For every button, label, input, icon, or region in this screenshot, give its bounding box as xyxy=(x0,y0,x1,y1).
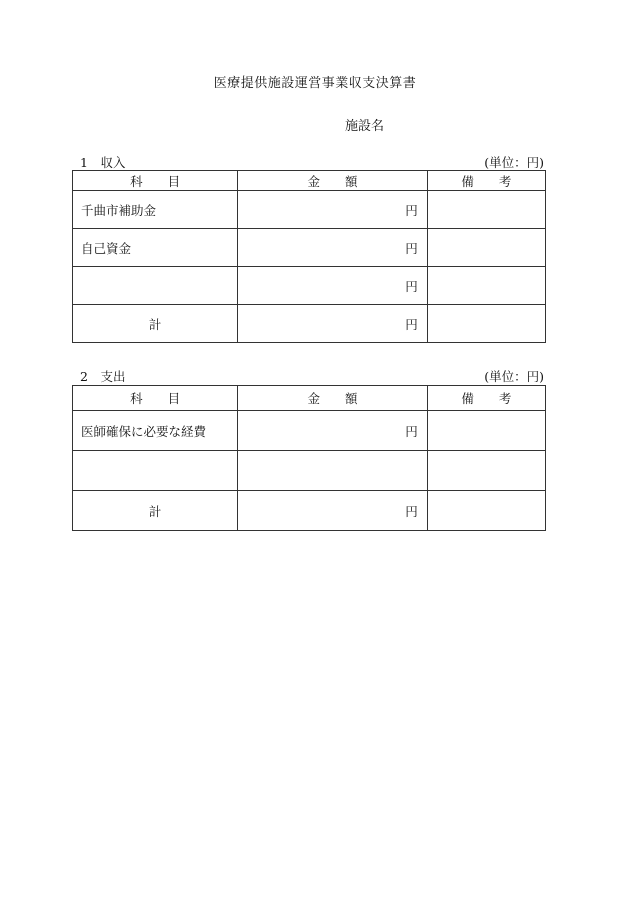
expense-amount-cell xyxy=(238,451,427,491)
income-remarks-cell xyxy=(427,191,545,229)
income-total-remarks xyxy=(427,305,545,343)
income-section-header xyxy=(72,153,546,169)
expense-total-label: 計 xyxy=(73,491,238,531)
table-row xyxy=(73,267,546,305)
income-item-cell: 自己資金 xyxy=(73,229,238,267)
expense-item-cell xyxy=(73,451,238,491)
expense-header-remarks: 備 考 xyxy=(427,386,545,411)
expense-total-remarks xyxy=(427,491,545,531)
income-item-cell: 千曲市補助金 xyxy=(73,191,238,229)
expense-total-amount: 円 xyxy=(238,491,427,531)
income-total-amount: 円 xyxy=(238,305,427,343)
income-unit-label: (単位：円) xyxy=(484,155,544,170)
facility-name-label: 施設名 xyxy=(345,119,385,134)
expense-item-cell: 医師確保に必要な経費 xyxy=(73,411,238,451)
income-section-title: 1 収入 xyxy=(80,155,126,170)
income-table xyxy=(72,170,546,343)
income-header-row xyxy=(73,171,546,191)
expense-header-item: 科 目 xyxy=(73,386,238,411)
income-header-amount: 金 額 xyxy=(238,171,427,191)
income-amount-cell: 円 xyxy=(238,191,427,229)
expense-section-title: 2 支出 xyxy=(80,369,126,384)
income-total-label: 計 xyxy=(73,305,238,343)
expense-header-row xyxy=(73,386,546,411)
income-total-row xyxy=(73,305,546,343)
document-title: 医療提供施設運営事業収支決算書 xyxy=(213,76,417,91)
expense-section-header xyxy=(72,367,546,383)
table-row xyxy=(73,451,546,491)
expense-remarks-cell xyxy=(427,451,545,491)
expense-amount-cell: 円 xyxy=(238,411,427,451)
income-amount-cell: 円 xyxy=(238,267,427,305)
expense-table xyxy=(72,385,546,531)
income-remarks-cell xyxy=(427,229,545,267)
income-header-item: 科 目 xyxy=(73,171,238,191)
expense-remarks-cell xyxy=(427,411,545,451)
income-header-remarks: 備 考 xyxy=(427,171,545,191)
income-amount-cell: 円 xyxy=(238,229,427,267)
expense-header-amount: 金 額 xyxy=(238,386,427,411)
income-remarks-cell xyxy=(427,267,545,305)
table-row xyxy=(73,229,546,267)
table-row xyxy=(73,411,546,451)
expense-total-row xyxy=(73,491,546,531)
expense-unit-label: (単位：円) xyxy=(484,369,544,384)
income-item-cell xyxy=(73,267,238,305)
table-row xyxy=(73,191,546,229)
